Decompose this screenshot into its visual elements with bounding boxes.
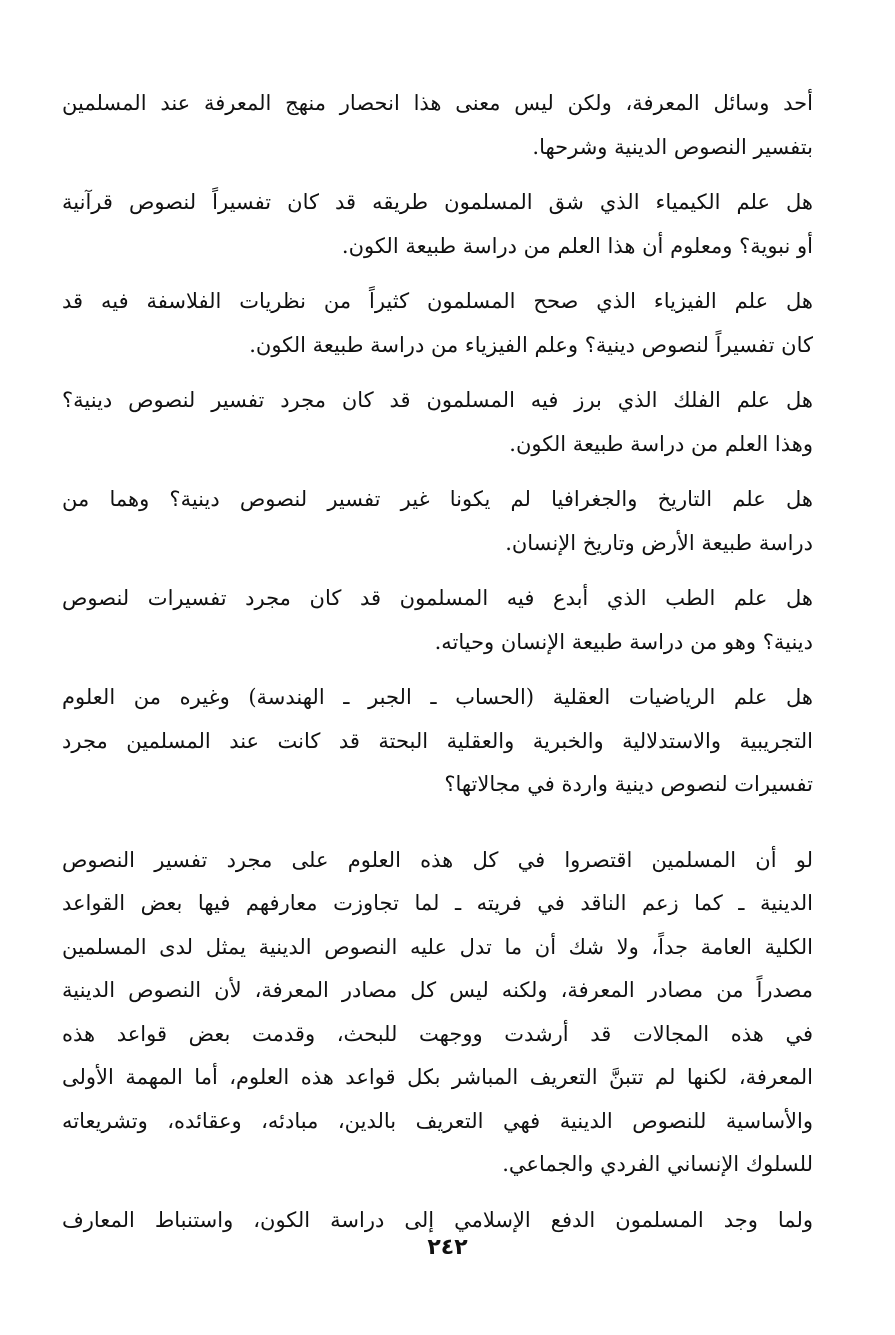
text-line: لو أن المسلمين اقتصروا في كل هذه العلوم على مجرد تفسير النصوص	[62, 847, 813, 872]
paragraph	[62, 379, 813, 466]
text-line: والأساسية للنصوص الدينية فهي التعريف بالدين، مبادئه، وعقائده، وتشريعاته	[62, 1108, 813, 1133]
text-line: المعرفة، لكنها لم تتبنَّ التعريف المباشر بكل قواعد هذه العلوم، أما المهمة الأولى	[62, 1065, 813, 1089]
text-line: دينية؟ وهو من دراسة طبيعة الإنسان وحياته.	[434, 629, 813, 654]
text-line: مصدراً من مصادر المعرفة، ولكنه ليس كل مصادر المعرفة، لأن النصوص الدينية	[62, 978, 813, 1002]
text-line: أحد وسائل المعرفة، ولكن ليس معنى هذا انحصار منهج المعرفة عند المسلمين	[62, 91, 813, 115]
text-line: هل علم الفيزياء الذي صحح المسلمون كثيراً من نظريات الفلاسفة فيه قد	[62, 289, 813, 313]
body-text	[62, 82, 813, 1242]
paragraph	[62, 181, 813, 268]
paragraph	[62, 676, 813, 807]
text-line: دراسة طبيعة الأرض وتاريخ الإنسان.	[505, 530, 813, 555]
text-line: الدينية ـ كما زعم الناقد في فريته ـ لما تجاوزت معارفهم فيها بعض القواعد	[62, 891, 813, 915]
text-line: هل علم الكيمياء الذي شق المسلمون طريقه قد كان تفسيراً لنصوص قرآنية	[62, 190, 813, 214]
paragraph	[62, 839, 813, 1187]
text-line: هل علم التاريخ والجغرافيا لم يكونا غير تفسير لنصوص دينية؟ وهما من	[62, 487, 813, 511]
text-line: بتفسير النصوص الدينية وشرحها.	[532, 134, 813, 159]
paragraph	[62, 82, 813, 169]
text-line: للسلوك الإنساني الفردي والجماعي.	[502, 1152, 813, 1176]
page-number: ٢٤٢	[427, 1235, 468, 1260]
text-line: وهذا العلم من دراسة طبيعة الكون.	[509, 431, 813, 456]
text-line: أو نبوية؟ ومعلوم أن هذا العلم من دراسة طبيعة الكون.	[341, 233, 813, 258]
paragraph	[62, 478, 813, 565]
text-line: هل علم الفلك الذي برز فيه المسلمون قد كان مجرد تفسير لنصوص دينية؟	[62, 388, 813, 412]
text-line: التجريبية والاستدلالية والخبرية والعقلية البحتة قد كانت عند المسلمين مجرد	[62, 728, 813, 753]
text-line: في هذه المجالات قد أرشدت ووجهت للبحث، وقدمت بعض قواعد هذه	[62, 1021, 813, 1046]
paragraph	[62, 280, 813, 367]
text-line: هل علم الرياضيات العقلية (الحساب ـ الجبر ـ الهندسة) وغيره من العلوم	[62, 685, 813, 709]
text-line: ولما وجد المسلمون الدفع الإسلامي إلى دراسة الكون، واستنباط المعارف	[62, 1207, 813, 1232]
paragraph	[62, 577, 813, 664]
text-line: الكلية العامة جداً، ولا شك أن ما تدل عليه النصوص الدينية يمثل لدى المسلمين	[62, 934, 813, 959]
text-line: تفسيرات لنصوص دينية واردة في مجالاتها؟	[444, 772, 813, 796]
section-gap	[62, 819, 813, 839]
text-line: هل علم الطب الذي أبدع فيه المسلمون قد كان مجرد تفسيرات لنصوص	[62, 586, 813, 610]
text-line: كان تفسيراً لنصوص دينية؟ وعلم الفيزياء من دراسة طبيعة الكون.	[249, 332, 813, 357]
